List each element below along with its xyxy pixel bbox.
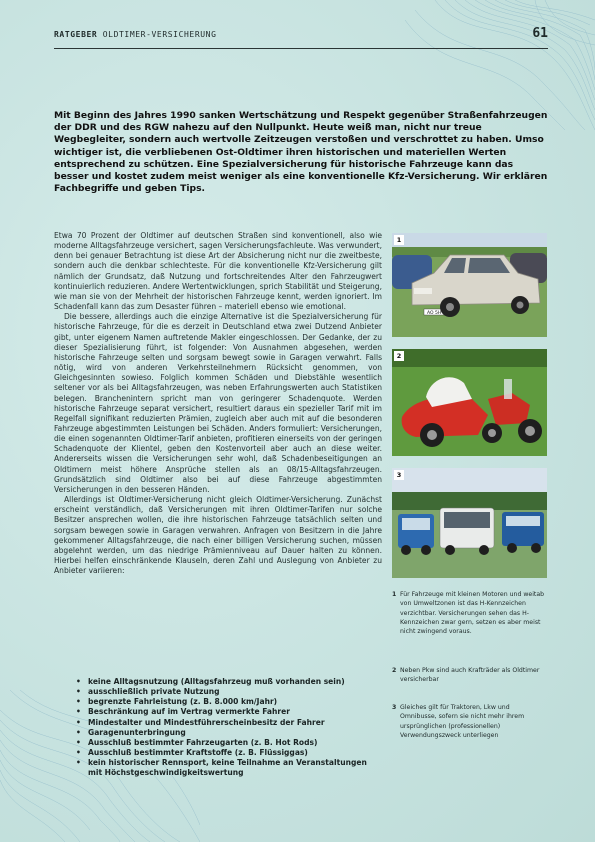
list-item: • Ausschluß bestimmter Fahrzeugarten (z. B. Hot Rods) xyxy=(76,738,382,748)
list-item: • Beschränkung auf im Vertrag vermerkte Fahrer xyxy=(76,707,382,717)
list-item: • kein historischer Rennsport, keine Teilnahme an Veranstaltungen mit Höchstgeschwindigkeitswertung xyxy=(76,758,382,778)
caption-1 xyxy=(392,590,547,636)
list-item: • Garagenunterbringung xyxy=(76,728,382,738)
body-paragraph-3: Allerdings ist Oldtimer-Versicherung nicht gleich Oldtimer-Versicherung. Zunächst erscheint verständlich, daß Versicherungen mit ihren Oldtimer-Tarifen nur solche Besitzer ansprechen wollen, die ihre historischen Fahrzeuge tatsächlich selten und sorgsam bewegen sowie in Garagen verwahren. Anfragen von Besitzern in die Jahre gekommener Alltagsfahrzeuge, die nach einer billigen Versicherung suchen, müssen abgelehnt werden, um das niedrige Prämienniveau auf Dauer halten zu können. Hierbei helfen einschränkende Klauseln, deren Zahl und Auslegung von Anbieter zu Anbieter variieren: xyxy=(54,495,382,576)
section-kicker-rest: OLDTIMER-VERSICHERUNG xyxy=(97,30,217,39)
caption-number: 3 xyxy=(392,704,397,711)
photo-trabant xyxy=(392,233,547,337)
list-item: • begrenzte Fahrleistung (z. B. 8.000 km/Jahr) xyxy=(76,697,382,707)
motorcycle-illustration xyxy=(392,349,547,456)
caption-2 xyxy=(392,666,547,685)
photo-number: 1 xyxy=(394,235,404,245)
trabant-illustration xyxy=(392,233,547,337)
page-number: 61 xyxy=(532,26,548,41)
vehicles-illustration xyxy=(392,468,547,578)
caption-number: 2 xyxy=(392,667,397,674)
section-kicker-bold: RATGEBER xyxy=(54,30,98,39)
body-text xyxy=(54,231,382,576)
section-kicker xyxy=(54,30,217,39)
list-item: • keine Alltagsnutzung (Alltagsfahrzeug muß vorhanden sein) xyxy=(76,677,382,687)
license-plate: AO 5H xyxy=(427,311,442,316)
page-header xyxy=(54,28,548,49)
clause-list xyxy=(76,677,382,779)
photo-number: 3 xyxy=(394,470,404,480)
caption-number: 1 xyxy=(392,591,397,598)
caption-3 xyxy=(392,703,547,740)
body-paragraph-1: Etwa 70 Prozent der Oldtimer auf deutschen Straßen sind konventionell, also wie moderne Alltagsfahrzeuge versichert, sagen Versicherungsfachleute. Was verwundert, denn bei genauer Betrachtung ist diese Art der Absicherung nicht nur die zweitbeste, sondern auch die denkbar schlechteste. Für die konventionelle Kfz-Versicherung gilt nämlich der Grundsatz, daß Nutzung und fortschreitendes Alter den Fahrzeugwert kontinuierlich reduzieren. Andere Wertentwicklungen, sprich Stabilität und Steigerung, wie man sie von der Mehrheit der historischen Fahrzeuge kennt, werden ignoriert. Im Schadenfall kann das zum Desaster führen – materiell ebenso wie emotional. xyxy=(54,231,382,312)
lead-paragraph: Mit Beginn des Jahres 1990 sanken Wertschätzung und Respekt gegenüber Straßenfahrzeugen der DDR und des RGW nahezu auf den Nullpunkt. Heute weiß man, nicht nur treue Wegbegleiter, sondern auch wertvolle Zeitzeugen verstoßen und verschrottet zu haben. Umso wichtiger ist, die verbliebenen Ost-Oldtimer ihren historischen und materiellen Werten entsprechend zu schützen. Eine Spezialversicherung für historische Fahrzeuge kann das besser und kostet zudem meist weniger als eine konventionelle Kfz-Versicherung. Wir erklären Fachbegriffe und geben Tips. xyxy=(54,110,548,195)
list-item: • Mindestalter und Mindestführerscheinbesitz der Fahrer xyxy=(76,718,382,728)
photo-trucks-bus xyxy=(392,468,547,578)
list-item: • Ausschluß bestimmter Kraftstoffe (z. B. Flüssiggas) xyxy=(76,748,382,758)
caption-text: Für Fahrzeuge mit kleinen Motoren und weitab von Umweltzonen ist das H-Kennzeichen verzichtbar. Versicherungen sehen das H-Kennzeichen zwar gern, setzen es aber meist nicht zwingend voraus. xyxy=(400,591,545,636)
photo-motorcycle-sidecar xyxy=(392,349,547,456)
body-paragraph-2: Die bessere, allerdings auch die einzige Alternative ist die Spezialversicherung für historische Fahrzeuge, für die es derzeit in Deutschland etwa zwei Dutzend Anbieter gibt, unter eigenem Namen auftretende Makler eingeschlossen. Der Gedanke, der zu dieser Spezialisierung führt, ist folgender: Von Ausnahmen abgesehen, werden historische Fahrzeuge selten und sorgsam bewegt sowie in Garagen verwahrt. Falls nötig, wird von anderen Verkehrsteilnehmern Rücksicht genommen, von Gleichgesinnten sowieso. Folglich kommen Schäden und Diebstähle wesentlich seltener vor als bei Alltagsfahrzeugen, was neben Erfahrungswerten auch Statistiken belegen. Branchenintern spricht man von geringerer Schadenquote. Werden historische Fahrzeuge separat versichert, resultiert daraus ein spezieller Tarif mit im Regelfall signifikant reduzierten Prämien, zugleich aber auch mit auf die besonderen Fahrzeuge abgestimmten Leistungen bei Schäden. Anders formuliert: Versicherungen, die einen sogenannten Oldtimer-Tarif anbieten, profitieren einerseits von der geringen Schadenquote der Klientel, geben den Kostenvorteil aber auch an diese weiter. Andererseits wissen die Versicherungen sehr wohl, daß Schadenbeseitigungen an Oldtimern meist höhere Ansprüche stellen als an 08/15-Alltagsfahrzeugen. Grundsätzlich sind Oldtimer also bei auf diese Fahrzeuge abgestimmten Versicherungen in den besseren Händen. xyxy=(54,312,382,494)
list-item: • ausschließlich private Nutzung xyxy=(76,687,382,697)
caption-text: Neben Pkw sind auch Krafträder als Oldtimer versicherbar xyxy=(400,667,540,684)
photo-number: 2 xyxy=(394,351,404,361)
caption-text: Gleiches gilt für Traktoren, Lkw und Omnibusse, sofern sie nicht mehr ihrem ursprünglichen (professionellen) Verwendungszweck unterliegen xyxy=(400,704,525,739)
